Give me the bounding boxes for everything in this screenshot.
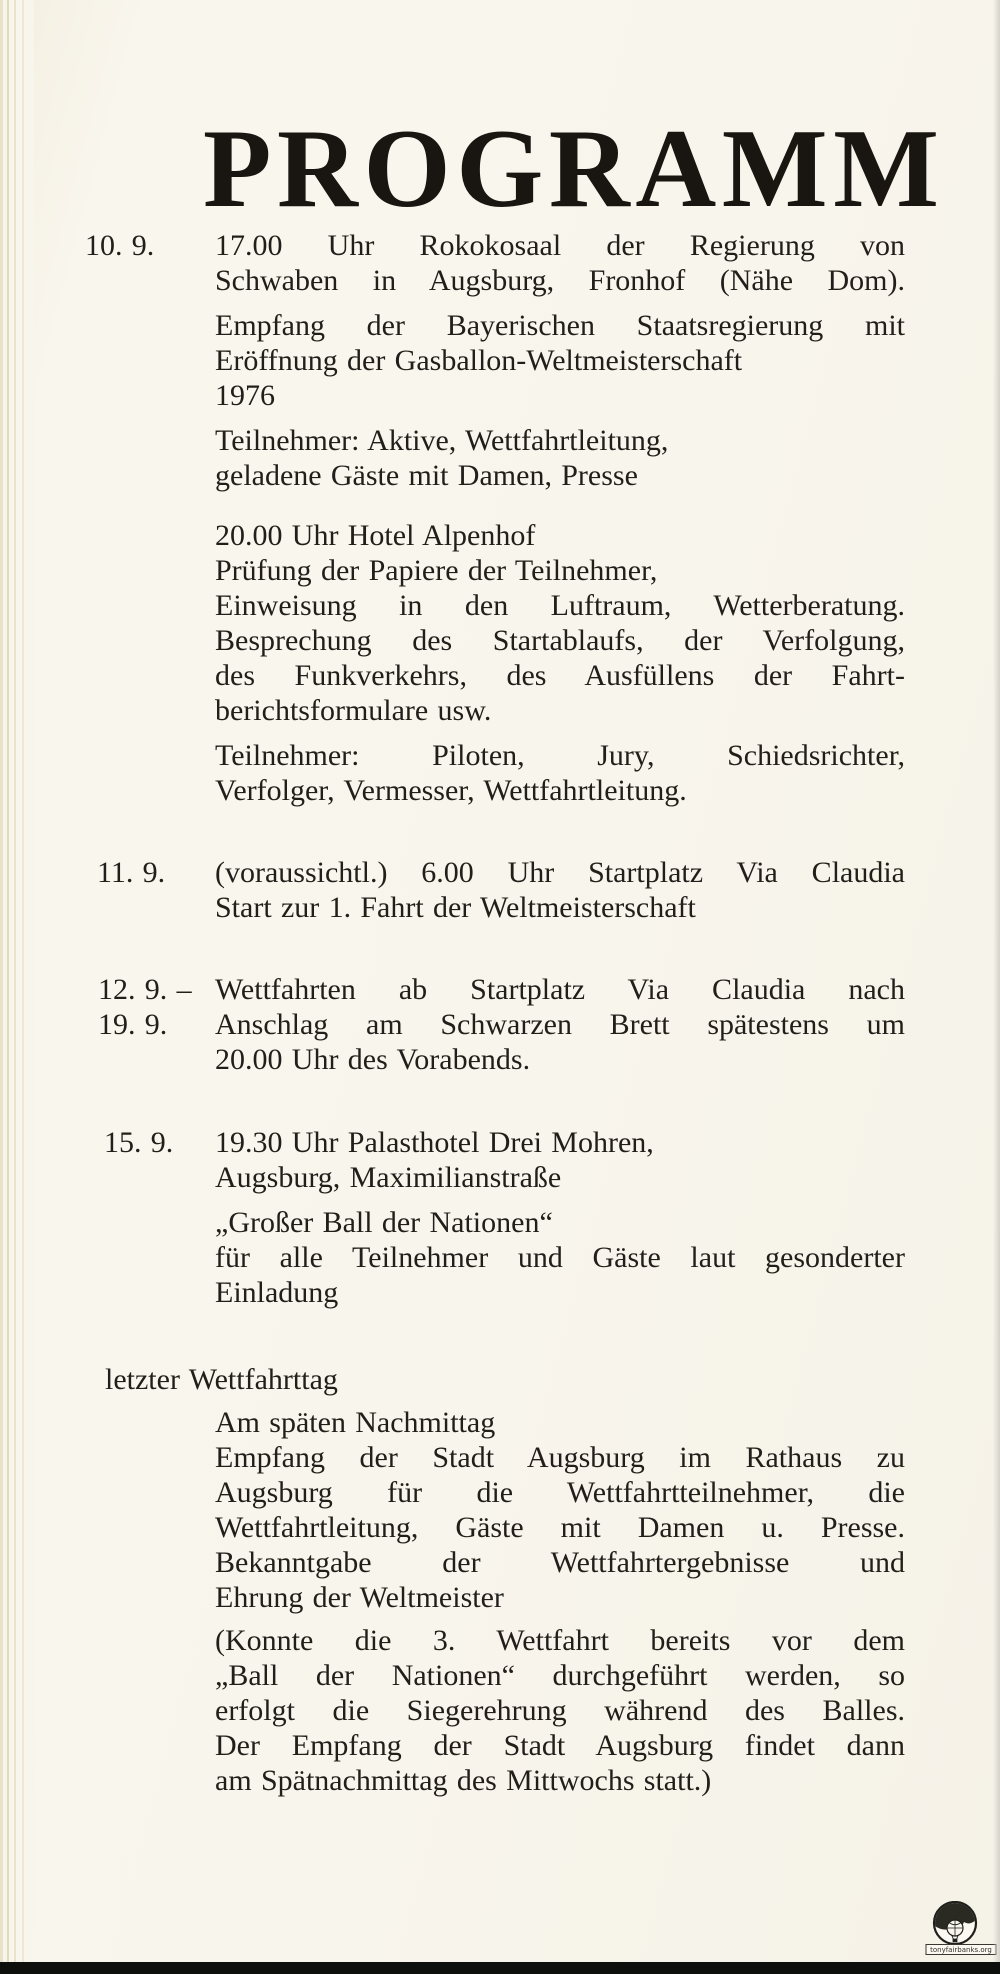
final-section <box>105 1362 905 1798</box>
event-paragraph <box>215 518 905 728</box>
text-line: Teilnehmer: Piloten, Jury, Schiedsrichter, <box>215 739 905 772</box>
text-line: Der Empfang der Stadt Augsburg findet dann <box>215 1729 905 1762</box>
date-line: 15. 9. <box>104 1126 174 1159</box>
text-line: Schwaben in Augsburg, Fronhof (Nähe Dom). <box>215 264 905 297</box>
text-line: für alle Teilnehmer und Gäste laut gesonderter <box>215 1241 905 1274</box>
text-line: Eröffnung der Gasballon-Weltmeisterschaft <box>215 344 743 377</box>
event-paragraph <box>215 1405 905 1615</box>
text-line: Wettfahrten ab Startplatz Via Claudia nach <box>215 973 905 1006</box>
text-line: am Spätnachmittag des Mittwochs statt.) <box>215 1764 712 1797</box>
event-paragraph <box>215 423 905 493</box>
section-heading: letzter Wettfahrttag <box>105 1363 338 1396</box>
text-line: 19.30 Uhr Palasthotel Drei Mohren, <box>215 1126 654 1159</box>
text-line: erfolgt die Siegerehrung während des Balles. <box>215 1694 905 1727</box>
text-line: 20.00 Uhr Hotel Alpenhof <box>215 519 536 552</box>
text-line: 1976 <box>215 379 275 412</box>
schedule-entry <box>98 972 905 1077</box>
text-line: Wettfahrtleitung, Gäste mit Damen u. Presse. <box>215 1511 905 1544</box>
event-paragraph <box>215 1125 905 1195</box>
event-paragraph <box>215 308 905 413</box>
text-line: berichtsformulare usw. <box>215 694 492 727</box>
text-line: Start zur 1. Fahrt der Weltmeisterschaft <box>215 891 696 924</box>
text-line: Augsburg für die Wettfahrtteilnehmer, die <box>215 1476 905 1509</box>
scan-right-edge <box>993 0 1000 1962</box>
text-line: 17.00 Uhr Rokokosaal der Regierung von <box>215 229 905 262</box>
text-line: des Funkverkehrs, des Ausfüllens der Fahrt- <box>215 659 905 692</box>
text-line: Bekanntgabe der Wettfahrtergebnisse und <box>215 1546 905 1579</box>
text-line: Ehrung der Weltmeister <box>215 1581 504 1614</box>
page-title: PROGRAMM <box>203 107 945 232</box>
event-paragraph <box>215 228 905 298</box>
text-line: Einladung <box>215 1276 339 1309</box>
schedule-entry <box>97 855 905 925</box>
entry-date <box>85 228 215 263</box>
event-paragraph <box>215 738 905 808</box>
event-paragraph <box>215 972 905 1077</box>
text-line: Anschlag am Schwarzen Brett spätestens um <box>215 1008 905 1041</box>
entry-date <box>97 855 227 890</box>
footer-bar <box>0 1962 1000 1974</box>
text-line: Empfang der Stadt Augsburg im Rathaus zu <box>215 1441 905 1474</box>
watermark-label: tonyfairbanks.org <box>930 1946 992 1954</box>
balloon-stamp-icon <box>931 1902 977 1944</box>
text-line: 20.00 Uhr des Vorabends. <box>215 1043 531 1076</box>
text-line: (voraussichtl.) 6.00 Uhr Startplatz Via Claudia <box>215 856 905 889</box>
date-line: 10. 9. <box>85 229 155 262</box>
text-line: Einweisung in den Luftraum, Wetterberatung. <box>215 589 905 622</box>
text-line: Empfang der Bayerischen Staatsregierung mit <box>215 309 905 342</box>
text-line: geladene Gäste mit Damen, Presse <box>215 459 638 492</box>
event-paragraph <box>215 855 905 925</box>
date-line: 12. 9. – <box>98 973 192 1006</box>
text-line: „Großer Ball der Nationen“ <box>215 1206 553 1239</box>
text-line: Am späten Nachmittag <box>215 1406 496 1439</box>
text-line: (Konnte die 3. Wettfahrt bereits vor dem <box>215 1624 905 1657</box>
schedule-entry <box>104 1125 905 1310</box>
text-line: Augsburg, Maximilianstraße <box>215 1161 562 1194</box>
book-page-edges <box>0 0 34 1962</box>
text-line: Besprechung des Startablaufs, der Verfolgung, <box>215 624 905 657</box>
watermark-stamp <box>925 1901 997 1955</box>
text-line: Prüfung der Papiere der Teilnehmer, <box>215 554 658 587</box>
entry-date <box>98 972 228 1042</box>
event-paragraph <box>215 1623 905 1798</box>
date-line: 11. 9. <box>97 856 166 889</box>
text-line: Teilnehmer: Aktive, Wettfahrtleitung, <box>215 424 669 457</box>
text-line: Verfolger, Vermesser, Wettfahrtleitung. <box>215 774 687 807</box>
event-paragraph <box>215 1205 905 1310</box>
program-schedule <box>85 0 905 1798</box>
entry-date <box>104 1125 234 1160</box>
text-line: „Ball der Nationen“ durchgeführt werden, so <box>215 1659 905 1692</box>
schedule-entry <box>85 228 905 808</box>
date-line: 19. 9. <box>98 1008 168 1041</box>
